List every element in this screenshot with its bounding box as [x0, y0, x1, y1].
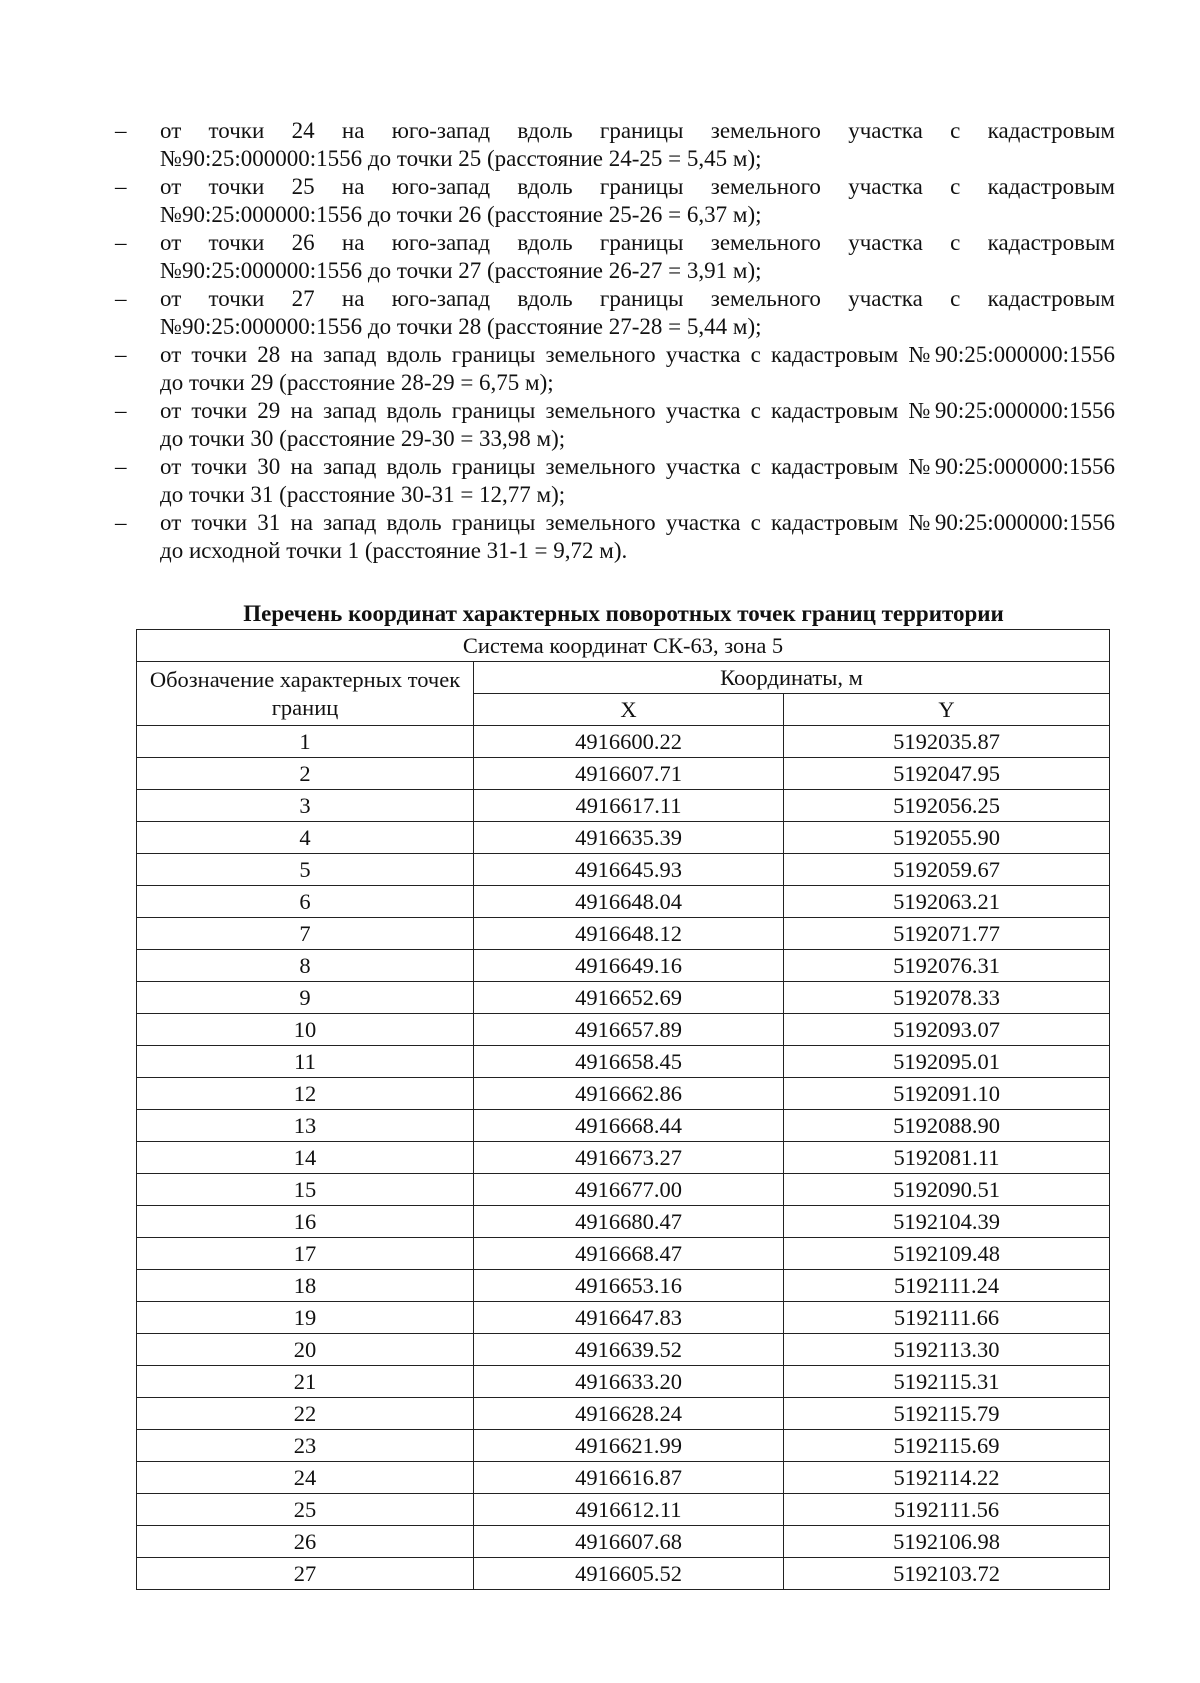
point-number-cell: 5 — [137, 854, 474, 886]
y-coordinate-cell: 5192093.07 — [784, 1014, 1110, 1046]
x-coordinate-cell: 4916680.47 — [474, 1206, 784, 1238]
list-item — [115, 397, 1115, 453]
table-row — [137, 1270, 1110, 1302]
dash-marker: – — [115, 342, 127, 367]
list-item-line-2: до точки 31 (расстояние 30-31 = 12,77 м); — [160, 482, 566, 507]
list-item-line-2: №90:25:000000:1556 до точки 26 (расстояние 25-26 = 6,37 м); — [160, 202, 762, 227]
table-row — [137, 1558, 1110, 1590]
list-item — [115, 229, 1115, 285]
point-number-cell: 18 — [137, 1270, 474, 1302]
point-number-cell: 13 — [137, 1110, 474, 1142]
point-number-cell: 20 — [137, 1334, 474, 1366]
coordinate-system-header: Система координат СК-63, зона 5 — [137, 630, 1110, 662]
table-row — [137, 758, 1110, 790]
list-item-line-1: от точки 29 на запад вдоль границы земельного участка с кадастровым №90:25:000000:1556 — [160, 398, 1115, 423]
point-number-cell: 8 — [137, 950, 474, 982]
y-column-header: Y — [784, 694, 1110, 726]
point-number-cell: 3 — [137, 790, 474, 822]
point-number-cell: 10 — [137, 1014, 474, 1046]
table-row — [137, 1206, 1110, 1238]
table-row — [137, 1526, 1110, 1558]
x-coordinate-cell: 4916657.89 — [474, 1014, 784, 1046]
point-number-cell: 4 — [137, 822, 474, 854]
table-row — [137, 1398, 1110, 1430]
y-coordinate-cell: 5192055.90 — [784, 822, 1110, 854]
x-coordinate-cell: 4916652.69 — [474, 982, 784, 1014]
list-item — [115, 285, 1115, 341]
y-coordinate-cell: 5192104.39 — [784, 1206, 1110, 1238]
x-coordinate-cell: 4916649.16 — [474, 950, 784, 982]
x-coordinate-cell: 4916653.16 — [474, 1270, 784, 1302]
y-coordinate-cell: 5192063.21 — [784, 886, 1110, 918]
dash-marker: – — [115, 398, 127, 423]
x-coordinate-cell: 4916612.11 — [474, 1494, 784, 1526]
list-item-line-1: от точки 24 на юго-запад вдоль границы земельного участка с кадастровым — [160, 118, 1115, 143]
list-item-line-2: до исходной точки 1 (расстояние 31-1 = 9,72 м). — [160, 538, 628, 563]
x-coordinate-cell: 4916616.87 — [474, 1462, 784, 1494]
list-item — [115, 341, 1115, 397]
dash-marker: – — [115, 454, 127, 479]
y-coordinate-cell: 5192095.01 — [784, 1046, 1110, 1078]
table-row — [137, 822, 1110, 854]
x-coordinate-cell: 4916600.22 — [474, 726, 784, 758]
list-item — [115, 173, 1115, 229]
y-coordinate-cell: 5192071.77 — [784, 918, 1110, 950]
x-coordinate-cell: 4916628.24 — [474, 1398, 784, 1430]
x-coordinate-cell: 4916677.00 — [474, 1174, 784, 1206]
x-coordinate-cell: 4916648.12 — [474, 918, 784, 950]
list-item-line-1: от точки 26 на юго-запад вдоль границы земельного участка с кадастровым — [160, 230, 1115, 255]
dash-marker: – — [115, 118, 127, 143]
list-item-line-2: №90:25:000000:1556 до точки 25 (расстояние 24-25 = 5,45 м); — [160, 146, 762, 171]
table-row — [137, 1430, 1110, 1462]
point-number-cell: 26 — [137, 1526, 474, 1558]
x-coordinate-cell: 4916605.52 — [474, 1558, 784, 1590]
y-coordinate-cell: 5192059.67 — [784, 854, 1110, 886]
list-item-line-1: от точки 31 на запад вдоль границы земельного участка с кадастровым №90:25:000000:1556 — [160, 510, 1115, 535]
y-coordinate-cell: 5192078.33 — [784, 982, 1110, 1014]
table-row — [137, 1142, 1110, 1174]
list-item — [115, 453, 1115, 509]
table-row — [137, 1174, 1110, 1206]
y-coordinate-cell: 5192056.25 — [784, 790, 1110, 822]
table-row — [137, 1334, 1110, 1366]
point-number-cell: 22 — [137, 1398, 474, 1430]
x-coordinate-cell: 4916621.99 — [474, 1430, 784, 1462]
coordinates-table-body — [137, 726, 1110, 1590]
table-row — [137, 1078, 1110, 1110]
table-row — [137, 790, 1110, 822]
y-coordinate-cell: 5192088.90 — [784, 1110, 1110, 1142]
list-item-line-2: №90:25:000000:1556 до точки 27 (расстояние 26-27 = 3,91 м); — [160, 258, 762, 283]
x-column-header: X — [474, 694, 784, 726]
x-coordinate-cell: 4916673.27 — [474, 1142, 784, 1174]
list-item-line-1: от точки 25 на юго-запад вдоль границы земельного участка с кадастровым — [160, 174, 1115, 199]
x-coordinate-cell: 4916639.52 — [474, 1334, 784, 1366]
table-row — [137, 918, 1110, 950]
x-coordinate-cell: 4916668.47 — [474, 1238, 784, 1270]
y-coordinate-cell: 5192047.95 — [784, 758, 1110, 790]
list-item — [115, 509, 1115, 565]
table-title: Перечень координат характерных поворотных точек границ территории — [243, 601, 1004, 626]
x-coordinate-cell: 4916633.20 — [474, 1366, 784, 1398]
y-coordinate-cell: 5192115.79 — [784, 1398, 1110, 1430]
point-number-cell: 25 — [137, 1494, 474, 1526]
point-number-cell: 11 — [137, 1046, 474, 1078]
list-item-line-1: от точки 30 на запад вдоль границы земельного участка с кадастровым №90:25:000000:1556 — [160, 454, 1115, 479]
table-row — [137, 1046, 1110, 1078]
y-coordinate-cell: 5192090.51 — [784, 1174, 1110, 1206]
x-coordinate-cell: 4916648.04 — [474, 886, 784, 918]
point-number-cell: 23 — [137, 1430, 474, 1462]
boundary-description-list — [115, 117, 1115, 565]
point-number-cell: 27 — [137, 1558, 474, 1590]
list-item-line-1: от точки 27 на юго-запад вдоль границы земельного участка с кадастровым — [160, 286, 1115, 311]
y-coordinate-cell: 5192114.22 — [784, 1462, 1110, 1494]
table-row — [137, 1110, 1110, 1142]
list-item-line-2: до точки 30 (расстояние 29-30 = 33,98 м); — [160, 426, 566, 451]
point-number-cell: 15 — [137, 1174, 474, 1206]
point-number-cell: 12 — [137, 1078, 474, 1110]
table-row — [137, 1462, 1110, 1494]
x-coordinate-cell: 4916607.68 — [474, 1526, 784, 1558]
table-row — [137, 1014, 1110, 1046]
point-number-cell: 6 — [137, 886, 474, 918]
table-row — [137, 854, 1110, 886]
dash-marker: – — [115, 174, 127, 199]
point-number-cell: 19 — [137, 1302, 474, 1334]
y-coordinate-cell: 5192111.66 — [784, 1302, 1110, 1334]
x-coordinate-cell: 4916617.11 — [474, 790, 784, 822]
y-coordinate-cell: 5192113.30 — [784, 1334, 1110, 1366]
y-coordinate-cell: 5192091.10 — [784, 1078, 1110, 1110]
table-row — [137, 982, 1110, 1014]
x-coordinate-cell: 4916668.44 — [474, 1110, 784, 1142]
y-coordinate-cell: 5192115.69 — [784, 1430, 1110, 1462]
point-number-cell: 24 — [137, 1462, 474, 1494]
point-number-cell: 17 — [137, 1238, 474, 1270]
y-coordinate-cell: 5192076.31 — [784, 950, 1110, 982]
y-coordinate-cell: 5192111.24 — [784, 1270, 1110, 1302]
y-coordinate-cell: 5192035.87 — [784, 726, 1110, 758]
point-number-cell: 7 — [137, 918, 474, 950]
point-number-cell: 9 — [137, 982, 474, 1014]
dash-marker: – — [115, 286, 127, 311]
y-coordinate-cell: 5192103.72 — [784, 1558, 1110, 1590]
coordinates-table — [136, 629, 1110, 1590]
x-coordinate-cell: 4916662.86 — [474, 1078, 784, 1110]
x-coordinate-cell: 4916658.45 — [474, 1046, 784, 1078]
x-coordinate-cell: 4916607.71 — [474, 758, 784, 790]
table-row — [137, 886, 1110, 918]
y-coordinate-cell: 5192111.56 — [784, 1494, 1110, 1526]
point-number-cell: 21 — [137, 1366, 474, 1398]
dash-marker: – — [115, 230, 127, 255]
table-row — [137, 726, 1110, 758]
y-coordinate-cell: 5192109.48 — [784, 1238, 1110, 1270]
list-item-line-2: до точки 29 (расстояние 28-29 = 6,75 м); — [160, 370, 554, 395]
table-row — [137, 950, 1110, 982]
list-item-line-2: №90:25:000000:1556 до точки 28 (расстояние 27-28 = 5,44 м); — [160, 314, 762, 339]
point-number-cell: 16 — [137, 1206, 474, 1238]
table-row — [137, 1366, 1110, 1398]
point-number-cell: 14 — [137, 1142, 474, 1174]
y-coordinate-cell: 5192081.11 — [784, 1142, 1110, 1174]
x-coordinate-cell: 4916647.83 — [474, 1302, 784, 1334]
points-column-header: Обозначение характерных точек границ — [137, 662, 474, 726]
point-number-cell: 1 — [137, 726, 474, 758]
table-row — [137, 1238, 1110, 1270]
y-coordinate-cell: 5192106.98 — [784, 1526, 1110, 1558]
list-item-line-1: от точки 28 на запад вдоль границы земельного участка с кадастровым №90:25:000000:1556 — [160, 342, 1115, 367]
list-item — [115, 117, 1115, 173]
dash-marker: – — [115, 510, 127, 535]
table-row — [137, 1494, 1110, 1526]
table-row — [137, 1302, 1110, 1334]
coordinates-column-header: Координаты, м — [474, 662, 1110, 694]
x-coordinate-cell: 4916635.39 — [474, 822, 784, 854]
x-coordinate-cell: 4916645.93 — [474, 854, 784, 886]
point-number-cell: 2 — [137, 758, 474, 790]
y-coordinate-cell: 5192115.31 — [784, 1366, 1110, 1398]
